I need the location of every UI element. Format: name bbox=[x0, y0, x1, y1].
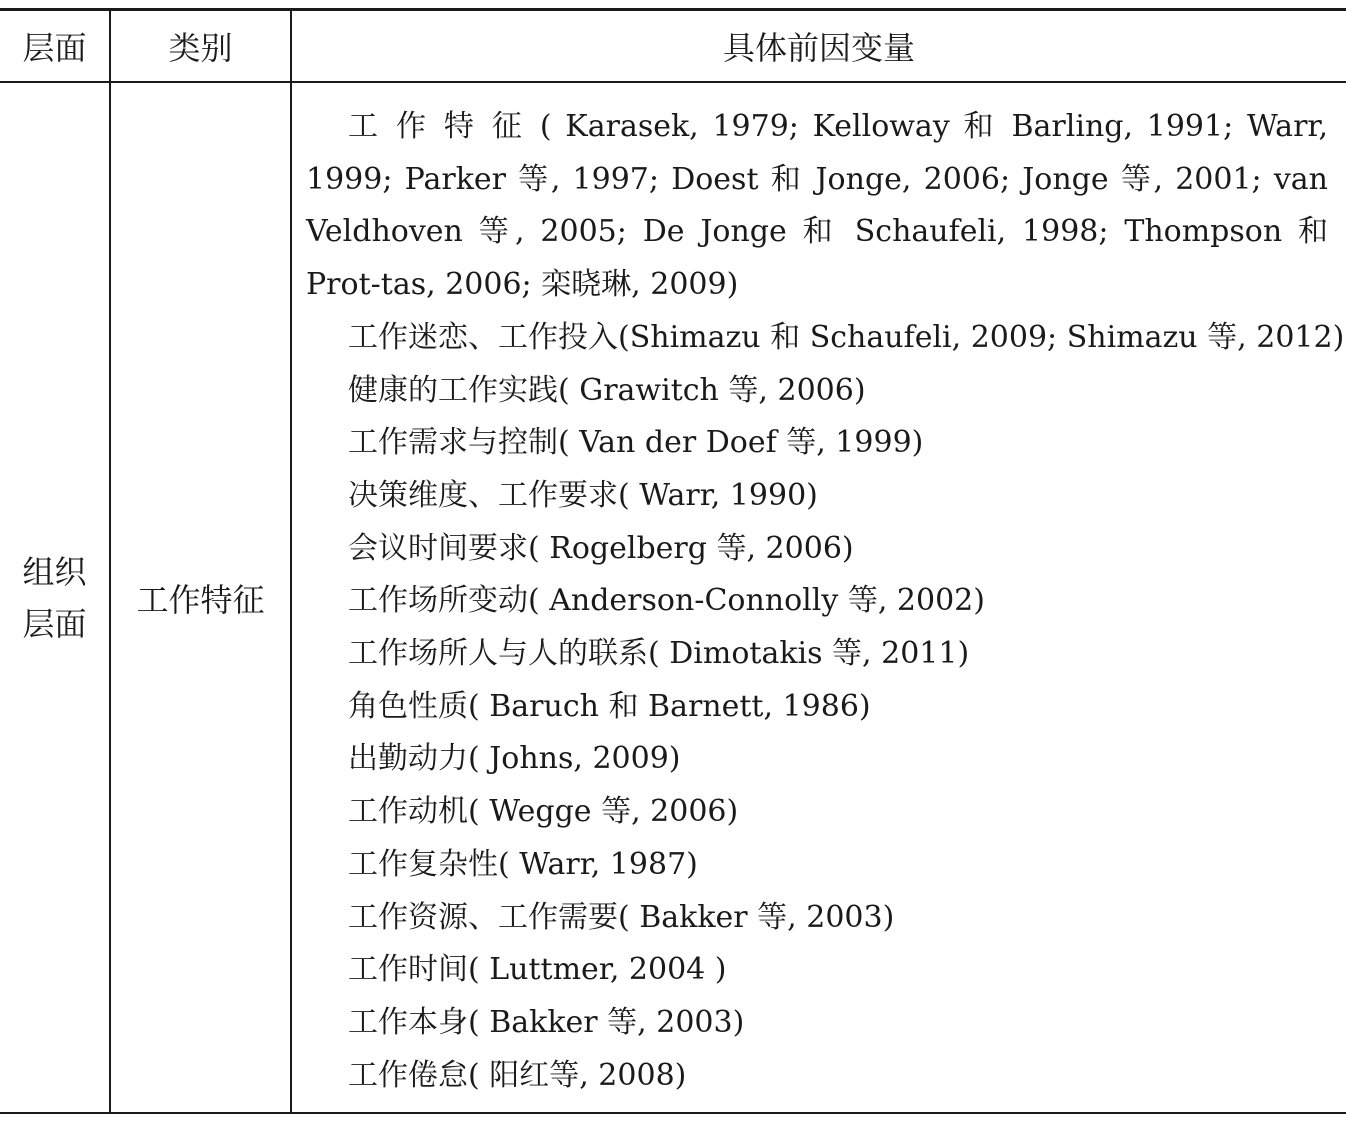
factor-item: 工作资源、工作需要( Bakker 等, 2003) bbox=[348, 899, 895, 935]
table-header-row bbox=[0, 11, 1346, 83]
factor-item: 工作迷恋、工作投入(Shimazu 和 Schaufeli, 2009; Shimazu 等, 2012) bbox=[348, 319, 1345, 355]
factor-item: 角色性质( Baruch 和 Barnett, 1986) bbox=[348, 688, 871, 724]
factor-item: 会议时间要求( Rogelberg 等, 2006) bbox=[348, 530, 854, 566]
factor-item: 健康的工作实践( Grawitch 等, 2006) bbox=[348, 372, 866, 408]
factor-lead-paragraph: 工 作 特 征 ( Karasek, 1979; Kelloway 和 Barling, 1991; Warr, 1999; Parker 等, 1997; Doest 和 Jonge, 2006; Jonge 等, 2001; van Veldhoven 等, 2005; De Jonge 和 Schaufeli, 1998; Thompson 和 Prot-tas, 2006; 栾晓琳, 2009) bbox=[306, 109, 1328, 303]
cell-factors bbox=[306, 101, 1345, 1102]
header-factors: 具体前因变量 bbox=[722, 29, 915, 67]
factor-item: 工作复杂性( Warr, 1987) bbox=[348, 846, 698, 882]
column-divider bbox=[290, 83, 292, 1112]
table-row bbox=[0, 83, 1346, 1112]
cell-category: 工作特征 bbox=[136, 580, 265, 619]
header-category: 类别 bbox=[168, 29, 233, 67]
factor-item: 工作本身( Bakker 等, 2003) bbox=[348, 1004, 745, 1040]
factor-item: 工作动机( Wegge 等, 2006) bbox=[348, 794, 739, 830]
factor-item: 工作时间( Luttmer, 2004 ) bbox=[348, 952, 727, 988]
header-level: 层面 bbox=[22, 29, 87, 67]
level-label: 组织层面 bbox=[22, 552, 87, 643]
factor-item: 决策维度、工作要求( Warr, 1990) bbox=[348, 477, 818, 513]
factor-item: 工作倦怠( 阳红等, 2008) bbox=[348, 1057, 687, 1093]
factor-item: 工作场所人与人的联系( Dimotakis 等, 2011) bbox=[348, 636, 970, 672]
factor-list bbox=[306, 312, 1345, 1103]
cell-level bbox=[0, 83, 109, 1112]
factor-item: 工作场所变动( Anderson-Connolly 等, 2002) bbox=[348, 583, 985, 619]
factor-item: 出勤动力( Johns, 2009) bbox=[348, 741, 681, 777]
antecedent-variables-table bbox=[0, 8, 1346, 1114]
factor-item: 工作需求与控制( Van der Doef 等, 1999) bbox=[348, 425, 924, 461]
